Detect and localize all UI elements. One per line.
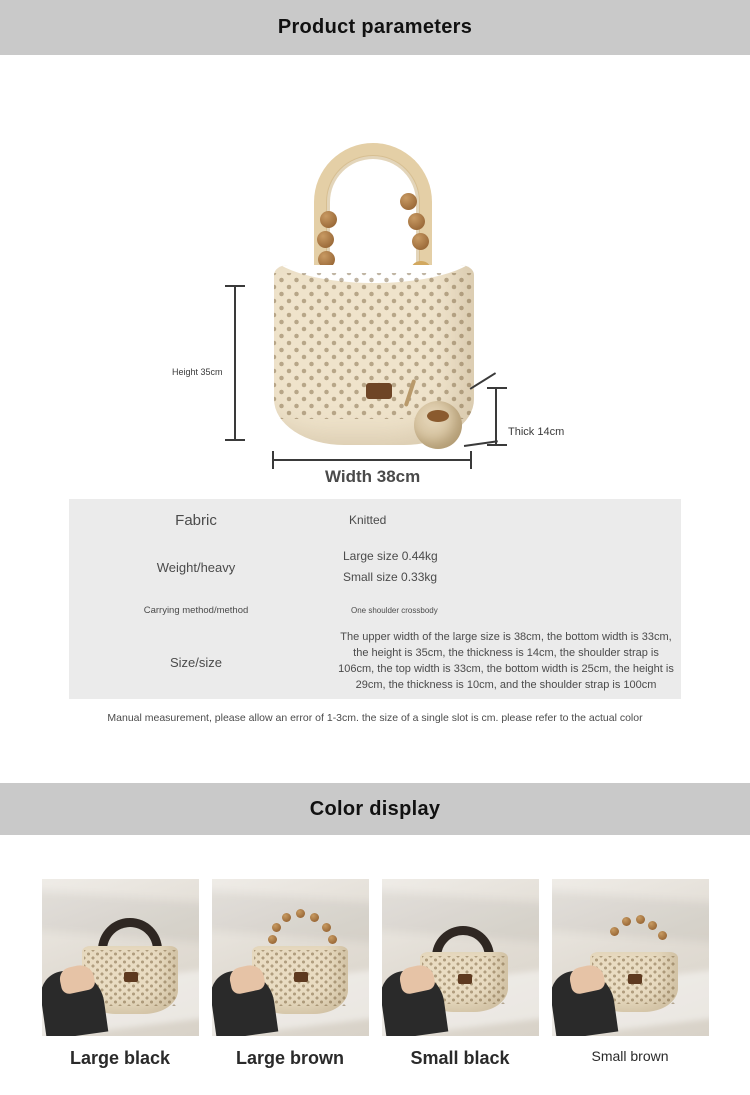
product-photo — [212, 879, 369, 1036]
product-diagram — [0, 55, 750, 495]
bag-brand-tag — [366, 383, 392, 399]
thickness-dimension-line — [495, 387, 497, 445]
color-label: Large brown — [235, 1048, 344, 1068]
spec-key-carrying-method: Carrying method/method — [143, 604, 249, 616]
spec-value-fabric: Knitted — [349, 513, 387, 527]
spec-value-weight-small: Small size 0.33kg — [343, 570, 438, 584]
width-dimension-line — [272, 459, 472, 461]
color-label: Large black — [69, 1048, 171, 1068]
width-label: Width 38cm — [325, 467, 421, 486]
color-variant-large-brown[interactable] — [212, 879, 369, 1069]
color-label: Small brown — [591, 1048, 669, 1064]
color-variant-small-black[interactable] — [382, 879, 539, 1069]
height-dimension-line — [234, 285, 236, 440]
spec-row-size — [69, 627, 681, 697]
section-header-color-display: Color display — [0, 783, 750, 835]
thickness-cap-bottom — [487, 444, 507, 446]
bag-illustration — [262, 143, 492, 463]
spec-value-carrying-method: One shoulder crossbody — [351, 605, 438, 615]
spec-value-weight-large: Large size 0.44kg — [343, 549, 438, 563]
product-photo — [382, 879, 539, 1036]
width-cap-right — [470, 451, 472, 469]
thickness-cap-top — [487, 387, 507, 389]
bag-handle-shade — [326, 155, 420, 275]
product-photo — [552, 879, 709, 1036]
color-label: Small black — [410, 1048, 510, 1068]
coin-purse — [414, 401, 462, 449]
color-variant-small-brown[interactable] — [552, 879, 709, 1069]
color-variant-list — [0, 879, 750, 1069]
handle-bead — [317, 231, 334, 248]
spec-row-fabric — [69, 499, 681, 541]
height-cap-bottom — [225, 439, 245, 441]
measurement-disclaimer: Manual measurement, please allow an error of 1-3cm. the size of a single slot is cm. please refer to the actual color — [107, 712, 643, 724]
handle-bead — [408, 213, 425, 230]
handle-bead — [320, 211, 337, 228]
spec-row-carrying-method — [69, 593, 681, 627]
specification-table — [69, 499, 681, 699]
product-photo — [42, 879, 199, 1036]
height-label: Height 35cm — [172, 367, 223, 377]
handle-bead — [412, 233, 429, 250]
height-cap-top — [225, 285, 245, 287]
handle-bead — [400, 193, 417, 210]
thickness-label: Thick 14cm — [508, 426, 565, 438]
color-variant-large-black[interactable] — [42, 879, 199, 1069]
spec-key-weight: Weight/heavy — [156, 559, 236, 575]
width-cap-left — [272, 451, 274, 469]
spec-key-fabric: Fabric — [175, 511, 217, 529]
section-header-product-parameters: Product parameters — [0, 0, 750, 55]
spec-key-size: Size/size — [169, 654, 223, 670]
spec-value-size: The upper width of the large size is 38cm, the bottom width is 33cm, the height is 35cm, the thickness is 14cm, the shoulder strap is 106cm, the top width is 33cm, the bottom width is 25cm, the height is 29cm, the thickness is 10cm, and the shoulder strap is 100cm — [338, 631, 674, 691]
spec-value-weight — [329, 546, 681, 588]
spec-row-weight — [69, 541, 681, 593]
